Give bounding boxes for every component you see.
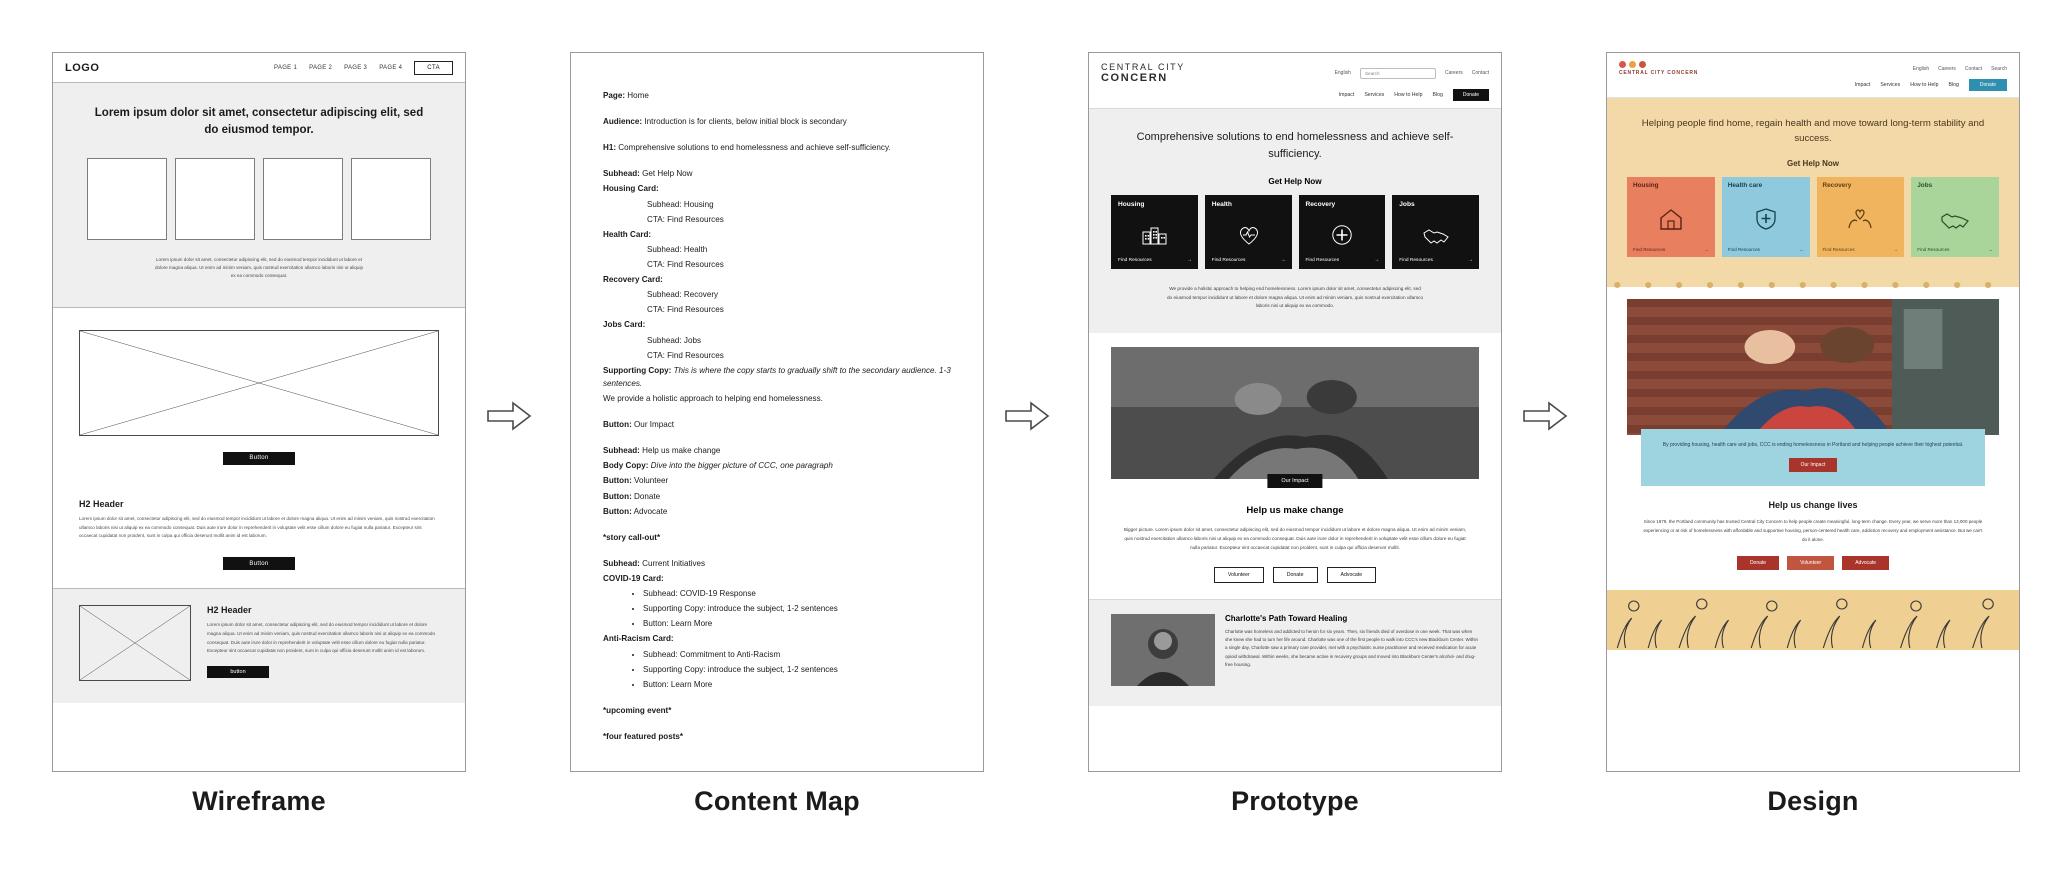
placeholder-card	[87, 158, 167, 240]
button-2[interactable]: Button	[223, 557, 295, 570]
story-text	[1225, 614, 1479, 686]
list-item: • Supporting Copy: introduce the subject, 1-2 sentences	[643, 602, 951, 615]
cm-supporting-copy-value: This is where the copy starts to gradually shift to the secondary audience. 1-3 sentences.	[603, 365, 951, 388]
card-title: Health	[1211, 201, 1232, 209]
hero-photo	[1627, 299, 1999, 435]
cm-housing-subhead: Subhead: Housing	[647, 199, 714, 209]
cm-audience-label: Audience:	[603, 117, 643, 127]
cm-subhead-label-2: Subhead:	[603, 446, 640, 456]
hero-title: Comprehensive solutions to end homelessness and achieve self-sufficiency.	[1136, 130, 1454, 161]
cm-body-copy-label: Body Copy:	[603, 461, 649, 471]
list-item: • Button: Learn More	[643, 617, 951, 630]
cm-button-label-1: Button:	[603, 420, 632, 430]
caption-content-map: Content Map	[694, 786, 860, 816]
h2-heading-1: H2 Header	[79, 498, 124, 509]
nav-item-blog[interactable]: Blog	[1948, 82, 1959, 88]
logo: LOGO	[65, 61, 100, 74]
cm-health-card-label: Health Card:	[603, 229, 652, 239]
cm-recovery-subhead: Subhead: Recovery	[647, 290, 719, 300]
logo-dots-icon	[1619, 61, 1698, 68]
cm-button-value-3: Donate	[634, 491, 661, 501]
card-cta[interactable]	[1728, 247, 1804, 252]
help-body: Since 1979, the Portland community has trusted Central City Concern to help people create meaningful, long-term change. Every year, we serve more than 13,000 people experiencing or at risk of homelessness with affordable and supportive housing, person-centered health care, addiction recovery and employment assistance. But we can't do it alone.	[1643, 519, 1983, 542]
card-cta[interactable]	[1633, 247, 1709, 252]
cm-button-label-3: Button:	[603, 491, 632, 501]
prototype-topbar	[1089, 53, 1501, 89]
design-help-section	[1607, 492, 2019, 582]
content-map-panel	[570, 52, 984, 772]
cm-housing-cta: CTA: Find Resources	[647, 214, 724, 224]
arrow-right-icon: →	[1186, 258, 1192, 264]
service-card-row	[1627, 177, 1999, 257]
caption-design: Design	[1767, 786, 1859, 816]
prototype-help-section	[1089, 479, 1501, 598]
building-icon	[1118, 212, 1192, 258]
cm-page-row	[603, 89, 951, 102]
utility-nav-contact[interactable]: Contact	[1964, 65, 1983, 72]
cm-subhead-label: Subhead:	[603, 169, 640, 179]
image-placeholder	[79, 330, 439, 436]
image-placeholder-2	[79, 605, 191, 681]
cm-button-label-2: Button:	[603, 476, 632, 486]
card-cta[interactable]	[1118, 258, 1192, 263]
donate-button-2[interactable]: Donate	[1737, 556, 1779, 570]
caption-wireframe: Wireframe	[192, 786, 326, 816]
donate-button-2[interactable]: Donate	[1273, 567, 1318, 583]
help-title: Help us make change	[1246, 505, 1344, 517]
card-cta[interactable]	[1306, 258, 1380, 263]
utility-nav-language[interactable]: English	[1912, 65, 1930, 72]
card-cta[interactable]	[1823, 247, 1899, 252]
service-card-housing[interactable]	[1111, 195, 1198, 269]
logo[interactable]	[1619, 61, 1698, 76]
hands-heart-icon	[1823, 191, 1899, 247]
caption-prototype: Prototype	[1231, 786, 1359, 816]
search-input[interactable]: Search	[1360, 68, 1436, 79]
h2-heading-2: H2 Header	[207, 605, 252, 616]
wireframe-header	[53, 53, 465, 83]
cm-subhead-row-3	[603, 557, 951, 570]
prototype-photo-section	[1089, 333, 1501, 485]
wireframe-panel	[52, 52, 466, 772]
supporting-copy: We provide a holistic approach to helping end homelessness. Lorem ipsum dolor sit amet, consectetur adipiscing elit, sed do eiusmod tempor incididunt ut labore et dolore magna aliqua. Ut enim ad minim veniam, quis nostrud exercitation ullamco laboris nisi ut aliquip ex ea commodo.	[1166, 286, 1424, 309]
cm-jobs-card-label: Jobs Card:	[603, 320, 646, 330]
card-cta-label: Find Resources	[1399, 258, 1433, 264]
volunteer-button[interactable]: Volunteer	[1214, 567, 1264, 583]
medical-cross-icon	[1306, 212, 1380, 258]
wireframe-text-section	[53, 485, 465, 588]
card-cta-label: Find Resources	[1917, 246, 1950, 252]
logo-text: CENTRAL CITY CONCERN	[1619, 70, 1699, 76]
cm-housing-card-label: Housing Card:	[603, 184, 659, 194]
help-title: Help us change lives	[1768, 500, 1858, 511]
card-title: Jobs	[1917, 181, 1933, 189]
nav-item-3[interactable]: PAGE 3	[344, 64, 368, 71]
card-cta-label: Find Resources	[1305, 258, 1340, 264]
service-card-jobs[interactable]	[1392, 195, 1479, 269]
arrow-right-icon: →	[1704, 246, 1709, 252]
help-body: Bigger picture. Lorem ipsum dolor sit amet, consectetur adipiscing elit, sed do eiusmod tempor incididunt ut labore et dolore magna aliqua. Ut enim ad minim veniam, quis nostrud exercitation ullamco laboris nisi ut aliquip ex ea commodo consequat. Duis aute irure dolor in reprehenderit in voluptate velit esse cillum dolore eu fugiat nulla pariatur. Excepteur sint occaecat cupidatat non proident, sunt in culpa qui officia deserunt mollit.	[1123, 527, 1467, 551]
donate-button[interactable]: Donate	[1453, 89, 1489, 101]
prototype-hero	[1089, 109, 1501, 333]
help-button-row	[1641, 556, 1985, 570]
hero-body: Lorem ipsum dolor sit amet, consectetur adipiscing elit, sed do eiusmod tempor incididunt ut labore et dolore magna aliqua. Ut enim ad minim veniam, quis nostrud exercitation ullamco laboris nisi ut aliquip ex ea commodo consequat.	[154, 256, 364, 279]
nav-item-how-to-help[interactable]: How to Help	[1910, 82, 1939, 88]
service-card-housing[interactable]	[1627, 177, 1715, 257]
cm-supporting-copy-label: Supporting Copy:	[603, 365, 672, 375]
cm-subhead-value: Get Help Now	[642, 169, 693, 179]
cm-button-value-4: Advocate	[633, 506, 668, 516]
cm-covid-list	[603, 587, 951, 630]
cm-story-callout: *story call-out*	[603, 532, 661, 542]
placeholder-card	[263, 158, 343, 240]
hero-title: Lorem ipsum dolor sit amet, consectetur adipiscing elit, sed do eiusmod tempor.	[94, 107, 424, 137]
cta-button[interactable]: CTA	[414, 61, 453, 75]
prototype-panel	[1088, 52, 1502, 772]
hero-photo	[1111, 347, 1479, 485]
cm-health-cta: CTA: Find Resources	[647, 259, 724, 269]
cm-recovery-cta: CTA: Find Resources	[647, 305, 724, 315]
card-cta-label: Find Resources	[1633, 246, 1666, 252]
wireframe-hero	[53, 83, 465, 307]
utility-nav-careers[interactable]: Careers	[1938, 65, 1956, 72]
utility-nav-language[interactable]: English	[1334, 70, 1351, 77]
cm-antiracism-card-label: Anti-Racism Card:	[603, 634, 674, 644]
card-title: Housing	[1633, 181, 1659, 189]
card-cta[interactable]	[1399, 258, 1473, 263]
cm-audience-row	[603, 115, 951, 128]
service-card-recovery[interactable]	[1299, 195, 1386, 269]
nav-item-1[interactable]: PAGE 1	[274, 64, 298, 71]
content-map-body	[571, 53, 983, 781]
decorative-pattern-top	[1607, 277, 2019, 287]
hero-title: Helping people find home, regain health and move toward long-term stability and success.	[1641, 118, 1985, 145]
help-button-row	[1123, 567, 1467, 583]
donate-button[interactable]: Donate	[1969, 79, 2007, 91]
card-title: Jobs	[1399, 201, 1415, 209]
button-3[interactable]: button	[207, 666, 269, 678]
card-cta-label: Find Resources	[1211, 258, 1246, 264]
cm-antiracism-list	[603, 648, 951, 691]
utility-nav	[1913, 66, 2007, 72]
handshake-icon	[1399, 212, 1473, 258]
nav-item-4[interactable]: PAGE 4	[379, 64, 403, 71]
our-impact-button[interactable]: Our Impact	[1789, 458, 1838, 472]
cm-subhead-value-3: Current Initiatives	[642, 558, 706, 568]
cm-upcoming-event: *upcoming event*	[603, 705, 672, 715]
arrow-right-icon: →	[1798, 246, 1804, 252]
cm-featured-posts: *four featured posts*	[603, 731, 684, 741]
story-title: Charlotte's Path Toward Healing	[1225, 613, 1348, 623]
house-icon	[1633, 191, 1709, 247]
card-title: Health care	[1727, 181, 1763, 189]
service-card-jobs[interactable]	[1911, 177, 1999, 257]
nav-item-impact[interactable]: Impact	[1854, 82, 1871, 88]
arrow-right-icon: →	[1374, 258, 1380, 264]
arrow-icon-1	[486, 400, 532, 432]
design-photo-section	[1607, 287, 2019, 435]
cm-audience-value: Introduction is for clients, below initial block is secondary	[644, 117, 847, 127]
nav-item-how-to-help[interactable]: How to Help	[1394, 91, 1423, 98]
cm-button-value-2: Volunteer	[634, 476, 669, 486]
cm-subhead-row	[603, 167, 951, 180]
volunteer-button[interactable]: Volunteer	[1787, 556, 1834, 570]
decorative-pattern-footer	[1607, 590, 2019, 650]
cm-supporting-copy-row	[603, 364, 951, 390]
nav-item-impact[interactable]: Impact	[1338, 91, 1355, 98]
design-topbar	[1607, 53, 2019, 79]
logo[interactable]	[1101, 62, 1185, 85]
cm-jobs-cta: CTA: Find Resources	[647, 350, 724, 360]
wireframe-image-section	[53, 308, 465, 485]
cm-health-subhead: Subhead: Health	[647, 244, 708, 254]
design-hero	[1607, 98, 2019, 277]
nav-item-services[interactable]: Services	[1364, 91, 1385, 98]
cm-body-copy-value: Dive into the bigger picture of CCC, one paragraph	[650, 461, 833, 471]
service-card-health[interactable]	[1205, 195, 1292, 269]
our-impact-button[interactable]: Our Impact	[1267, 474, 1322, 488]
list-item: • Supporting Copy: introduce the subject, 1-2 sentences	[643, 663, 951, 676]
card-cta[interactable]	[1917, 247, 1993, 252]
cm-page-value: Home	[627, 91, 649, 100]
prototype-main-nav	[1089, 89, 1501, 109]
button-1[interactable]: Button	[223, 452, 295, 465]
placeholder-card	[351, 158, 431, 240]
arrow-right-icon: →	[1280, 258, 1286, 264]
utility-nav	[1335, 68, 1489, 79]
card-title: Housing	[1118, 201, 1145, 209]
cm-body-copy-row	[603, 459, 951, 472]
arrow-icon-3	[1522, 400, 1568, 432]
cm-page-label: Page:	[603, 91, 626, 100]
body-copy-2: Lorem ipsum dolor sit amet, consectetur adipiscing elit, sed do eiusmod tempor incididunt ut labore et dolore magna aliqua. Ut enim ad minim veniam, quis nostrud exercitation ullamco laboris nisi ut aliquip ex ea commodo consequat. Duis aute irure dolor in reprehenderit in voluptate velit esse cillum dolore eu fugiat nulla pariatur. Excepteur sint occaecat cupidatat non proident, sunt in culpa qui officia deserunt mollit anim id est laborum.	[207, 622, 436, 654]
nav	[274, 61, 453, 75]
nav-item-2[interactable]: PAGE 2	[309, 64, 333, 71]
design-panel	[1606, 52, 2020, 772]
list-item: • Button: Learn More	[643, 678, 951, 691]
get-help-heading: Get Help Now	[1268, 177, 1322, 187]
list-item: • Subhead: Commitment to Anti-Racism	[643, 648, 951, 661]
arrow-right-icon: →	[1893, 246, 1899, 252]
card-cta-label: Find Resources	[1727, 246, 1760, 252]
nav-item-services[interactable]: Services	[1880, 82, 1901, 88]
wireframe-bottom-text	[207, 605, 439, 678]
placeholder-card	[175, 158, 255, 240]
card-cta-label: Find Resources	[1118, 258, 1152, 264]
card-title: Recovery	[1822, 181, 1852, 189]
cm-jobs-subhead: Subhead: Jobs	[647, 335, 702, 345]
card-cta-label: Find Resources	[1822, 246, 1855, 252]
arrow-icon-2	[1004, 400, 1050, 432]
prototype-story-section	[1089, 599, 1501, 706]
cm-button-row-2	[603, 474, 951, 487]
cm-supporting-copy-line2: We provide a holistic approach to helping end homelessness.	[603, 393, 823, 403]
impact-text: By providing housing, health care and jobs, CCC is ending homelessness in Portland and helping people achieve their highest potential.	[1662, 441, 1964, 448]
advocate-button[interactable]: Advocate	[1842, 556, 1889, 570]
design-impact-callout	[1641, 429, 1985, 487]
cm-recovery-card-label: Recovery Card:	[603, 275, 663, 285]
cm-button-row-3	[603, 490, 951, 503]
logo-line-2: CONCERN	[1101, 72, 1168, 85]
heart-icon	[1212, 212, 1286, 258]
cm-button-row-4	[603, 505, 951, 518]
nav-item-blog[interactable]: Blog	[1432, 91, 1443, 98]
story-body: Charlotte was homeless and addicted to heroin for six years. Then, six friends died of overdose in one week. That was when she knew she had to turn her life around. Charlotte was one of the first people to walk into CCC's new Blackburn Center. Within a single day, Charlotte saw a primary care provider, met with a psychiatric nurse practitioner and received medication for acute opioid withdrawal. Within weeks, she became active in recovery groups and moved into Blackburn Center's alcohol- and drug-free housing.	[1225, 628, 1478, 667]
get-help-heading: Get Help Now	[1786, 158, 1839, 168]
cm-button-label-4: Button:	[603, 506, 632, 516]
cm-button-value-1: Our Impact	[634, 420, 675, 430]
utility-nav-careers[interactable]: Careers	[1444, 70, 1463, 77]
service-card-row	[1111, 195, 1479, 269]
card-cta[interactable]	[1212, 258, 1286, 263]
cm-button-row-1	[603, 418, 951, 431]
utility-nav-contact[interactable]: Contact	[1471, 70, 1489, 77]
cm-subhead-row-2	[603, 444, 951, 457]
placeholder-card-row	[87, 158, 431, 240]
card-title: Recovery	[1305, 201, 1336, 209]
cm-subhead-value-2: Help us make change	[642, 446, 721, 456]
wireframe-bottom-section	[53, 588, 465, 703]
search-input[interactable]: Search	[1991, 65, 2007, 72]
story-photo	[1111, 614, 1215, 686]
cm-subhead-label-3: Subhead:	[603, 558, 640, 568]
shield-cross-icon	[1728, 191, 1804, 247]
arrow-right-icon: →	[1468, 258, 1473, 264]
service-card-health-care[interactable]	[1722, 177, 1810, 257]
cm-covid-card-label: COVID-19 Card:	[603, 573, 664, 583]
cm-h1-label: H1:	[603, 143, 617, 153]
arrow-right-icon: →	[1988, 246, 1993, 252]
design-main-nav	[1607, 79, 2019, 98]
service-card-recovery[interactable]	[1817, 177, 1905, 257]
body-copy-1: Lorem ipsum dolor sit amet, consectetur adipiscing elit, sed do eiusmod tempor incididunt ut labore et dolore magna aliqua. Ut enim ad minim veniam, quis nostrud exercitation ullamco laboris nisi ut aliquip ex ea commodo consequat. Duis aute irure dolor in reprehenderit in voluptate velit esse cillum dolore eu fugiat nulla pariatur. Excepteur sint occaecat cupidatat non proident, sunt in culpa qui officia deserunt mollit anim id est laborum.	[79, 515, 435, 539]
handshake-icon	[1917, 191, 1993, 247]
cm-h1-value: Comprehensive solutions to end homelessness and achieve self-sufficiency.	[618, 143, 891, 153]
cm-h1-row	[603, 141, 951, 154]
list-item: • Subhead: COVID-19 Response	[643, 587, 951, 600]
logo-line-1: CENTRAL CITY	[1101, 62, 1185, 72]
advocate-button[interactable]: Advocate	[1327, 567, 1377, 583]
